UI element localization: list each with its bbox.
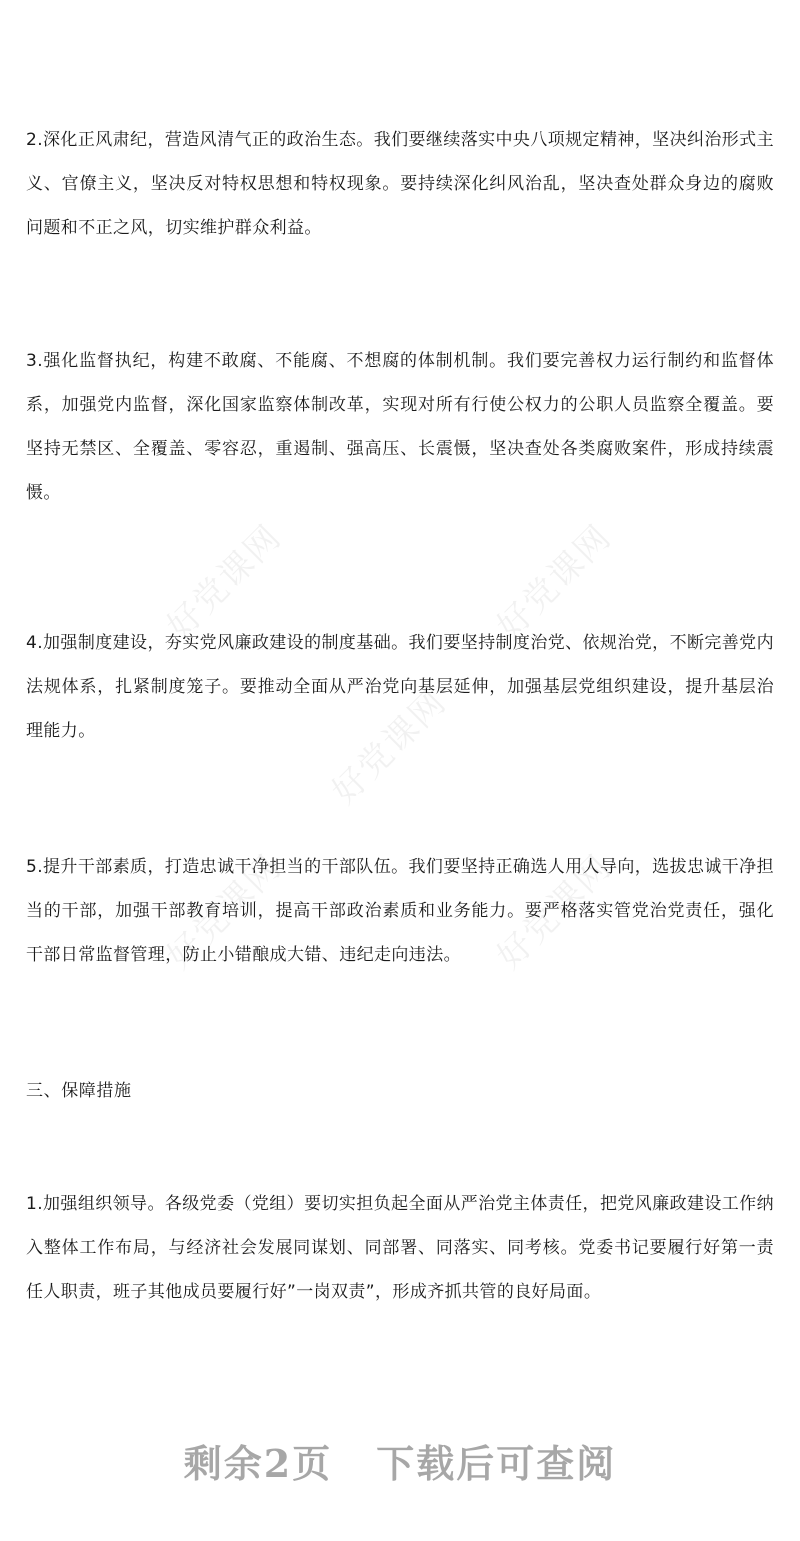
watermark: 好党课网 <box>489 516 620 648</box>
paragraph-institution-building: 4.加强制度建设，夯实党风廉政建设的制度基础。我们要坚持制度治党、依规治党，不断完善党内法规体系，扎紧制度笼子。要推动全面从严治党向基层延伸，加强基层党组织建设，提升基层治理能力。 <box>26 633 774 741</box>
download-to-view-label: 下载后可查阅 <box>376 1441 617 1486</box>
download-prompt-banner[interactable] <box>0 1434 800 1494</box>
section-heading-safeguards: 三、保障措施 <box>26 1081 132 1101</box>
watermark: 好党课网 <box>324 681 455 813</box>
paragraph-cadre-quality: 5.提升干部素质，打造忠诚干净担当的干部队伍。我们要坚持正确选人用人导向，选拔忠诚干净担当的干部，加强干部教育培训，提高干部政治素质和业务能力。要严格落实管党治党责任，强化干部日常监督管理，防止小错酿成大错、违纪走向违法。 <box>26 857 774 965</box>
paragraph-strengthen-supervision: 3.强化监督执纪，构建不敢腐、不能腐、不想腐的体制机制。我们要完善权力运行制约和监督体系，加强党内监督，深化国家监察体制改革，实现对所有行使公权力的公职人员监察全覆盖。要坚持无禁区、全覆盖、零容忍，重遏制、强高压、长震慑，坚决查处各类腐败案件，形成持续震慑。 <box>26 351 774 503</box>
paragraph-deepen-discipline: 2.深化正风肃纪，营造风清气正的政治生态。我们要继续落实中央八项规定精神，坚决纠治形式主义、官僚主义，坚决反对特权思想和特权现象。要持续深化纠风治乱，坚决查处群众身边的腐败问题和不正之风，切实维护群众利益。 <box>26 130 774 238</box>
paragraph-organizational-leadership: 1.加强组织领导。各级党委（党组）要切实担负起全面从严治党主体责任，把党风廉政建设工作纳入整体工作布局，与经济社会发展同谋划、同部署、同落实、同考核。党委书记要履行好第一责任人职责，班子其他成员要履行好”一岗双责”，形成齐抓共管的良好局面。 <box>26 1194 774 1302</box>
watermark: 好党课网 <box>159 846 290 978</box>
remaining-pages-label: 剩余2页 <box>183 1441 333 1486</box>
watermark: 好党课网 <box>489 846 620 978</box>
watermark: 好党课网 <box>159 516 290 648</box>
